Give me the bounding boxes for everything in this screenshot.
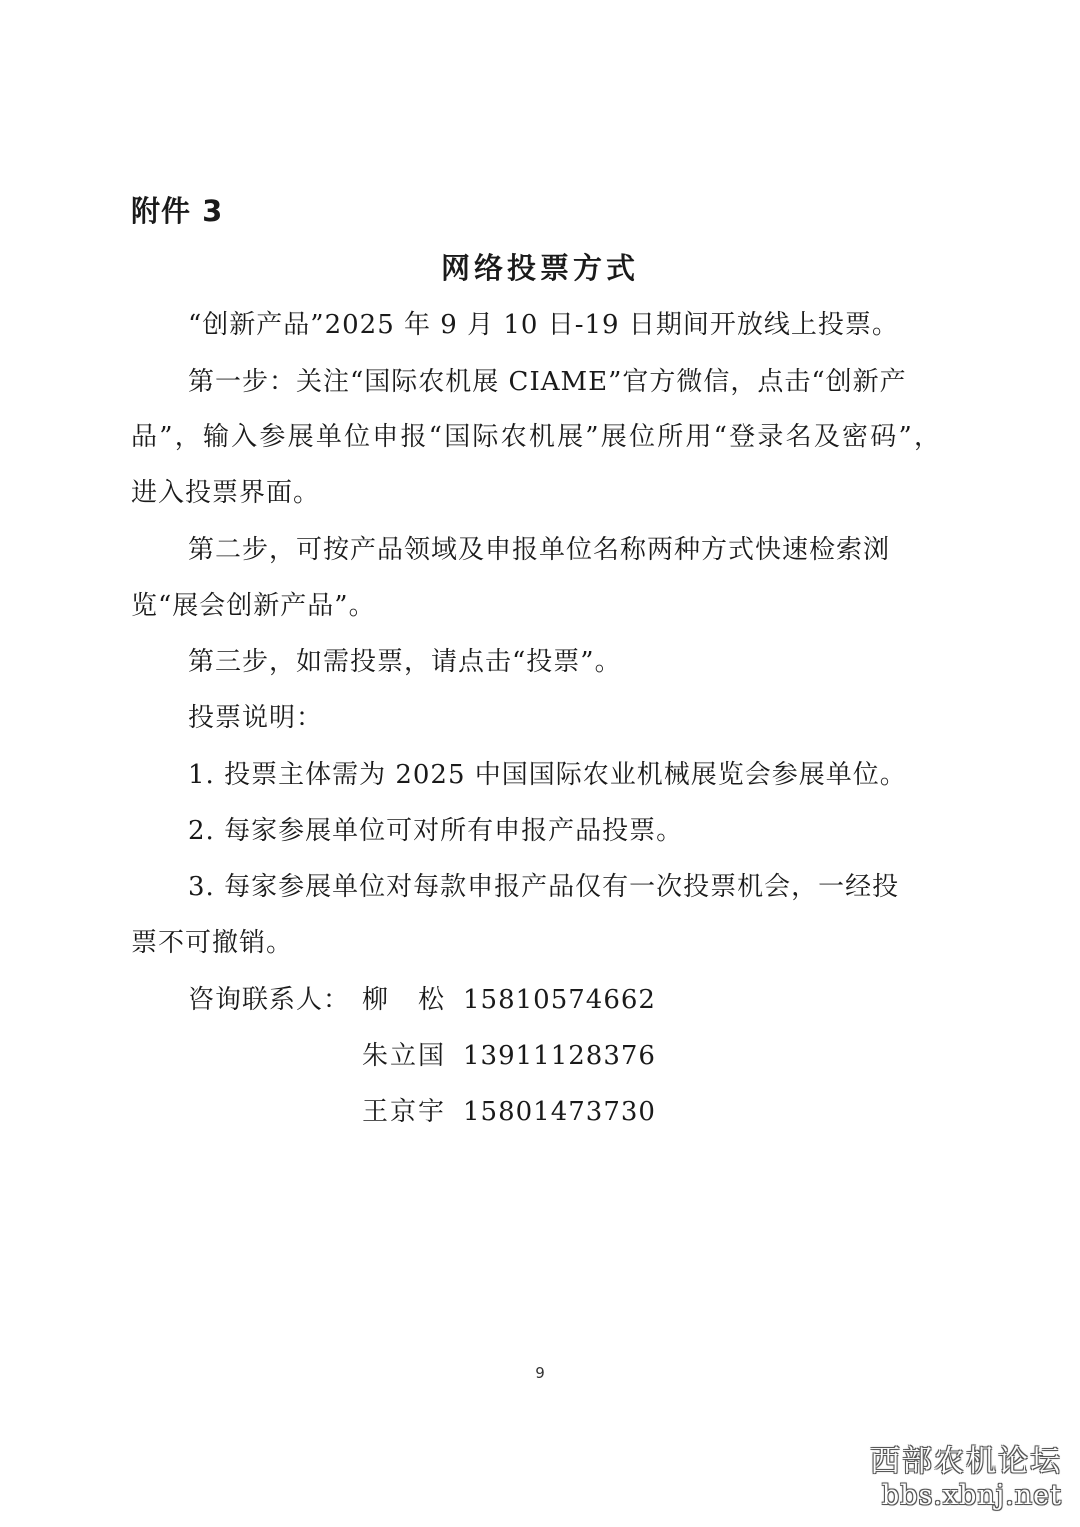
page-number: 9 [535,1364,545,1382]
contact-phone-3: 15801473730 [463,1097,656,1127]
note-item-2: 2. 每家参展单位可对所有申报产品投票。 [188,816,684,846]
note-item-3-line1: 3. 每家参展单位对每款申报产品仅有一次投票机会，一经投 [188,872,900,902]
note-item-3-line2: 票不可撤销。 [131,928,294,958]
contact-phone-2: 13911128376 [463,1041,656,1071]
watermark-site-name: 西部农机论坛 [870,1444,1062,1479]
step1-line1: 第一步：关注“国际农机展 CIAME”官方微信，点击“创新产 [188,367,907,397]
notes-heading: 投票说明： [188,703,324,733]
step1-line2: 品”，输入参展单位申报“国际农机展”展位所用“登录名及密码”， [131,422,941,452]
contact-name-1: 柳 松 [362,985,447,1015]
step1-line3: 进入投票界面。 [131,478,321,508]
step3-paragraph: 第三步，如需投票，请点击“投票”。 [188,647,622,677]
contact-label: 咨询联系人： [188,985,351,1015]
contact-phone-1: 15810574662 [463,985,656,1015]
attachment-label: 附件 3 [131,194,224,228]
note-item-1: 1. 投票主体需为 2025 中国国际农业机械展览会参展单位。 [188,760,907,790]
document-title: 网络投票方式 [440,251,639,285]
step2-line2: 览“展会创新产品”。 [131,591,376,621]
step2-line1: 第二步，可按产品领域及申报单位名称两种方式快速检索浏 [188,535,891,565]
contact-name-3: 王京宇 [362,1097,447,1127]
contact-name-2: 朱立国 [362,1041,447,1071]
intro-paragraph: “创新产品”2025 年 9 月 10 日-19 日期间开放线上投票。 [188,310,899,340]
watermark-site-url: bbs.xbnj.net [881,1480,1062,1511]
